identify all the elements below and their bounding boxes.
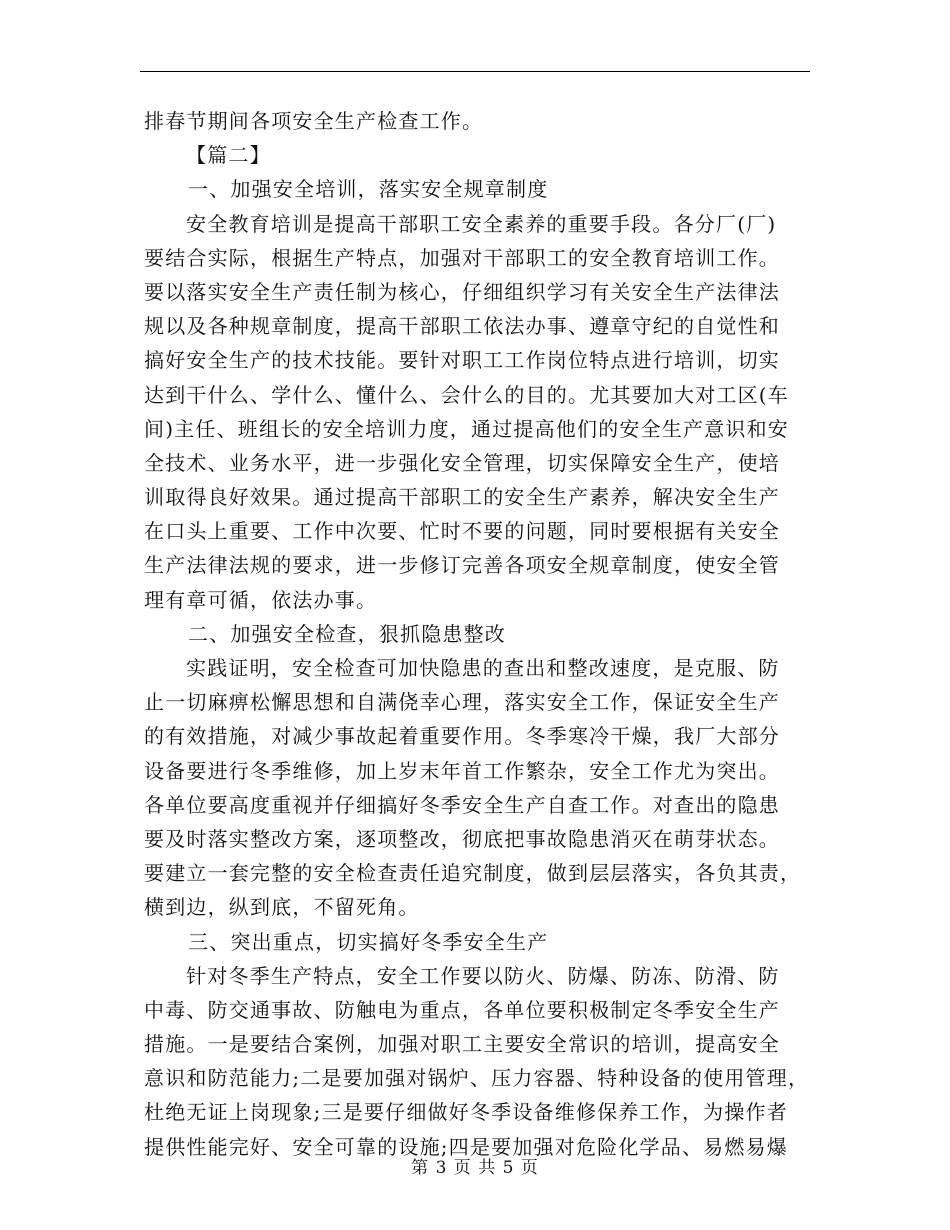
document-body (144, 104, 810, 1164)
text-line: 生产法律法规的要求，进一步修订完善各项安全规章制度，使安全管 (144, 553, 780, 578)
text-line: 规以及各种规章制度，提高干部职工依法办事、遵章守纪的自觉性和 (144, 314, 780, 339)
header-rule (140, 71, 810, 72)
text-line: 横到边，纵到底，不留死角。 (144, 895, 420, 920)
text-line: 要以落实安全生产责任制为核心，仔细组织学习有关安全生产法律法 (144, 279, 780, 304)
text-line: 设备要进行冬季维修，加上岁末年首工作繁杂，安全工作尤为突出。 (144, 758, 780, 783)
text-line: 实践证明，安全检查可加快隐患的查出和整改速度，是克服、防 (186, 656, 780, 680)
text-line: 杜绝无证上岗现象;三是要仔细做好冬季设备维修保养工作，为操作者 (144, 1100, 788, 1125)
text-line: 意识和防范能力;二是要加强对锅炉、压力容器、特种设备的使用管理， (144, 1066, 810, 1091)
text-line: 排春节期间各项安全生产检查工作。 (144, 109, 484, 133)
text-line: 的有效措施，对减少事故起着重要作用。冬季寒冷干燥，我厂大部分 (144, 724, 780, 749)
text-line: 要建立一套完整的安全检查责任追究制度，做到层层落实，各负其责， (144, 861, 802, 886)
text-line: 在口头上重要、工作中次要、忙时不要的问题，同时要根据有关安全 (144, 519, 780, 544)
chapter-title: 【篇二】 (186, 143, 271, 168)
text-line: 中毒、防交通事故、防触电为重点，各单位要积极制定冬季安全生产 (144, 997, 780, 1022)
section-heading: 一、加强安全培训，落实安全规章制度 (188, 177, 549, 202)
text-line: 针对冬季生产特点，安全工作要以防火、防爆、防冻、防滑、防 (186, 963, 780, 988)
text-line: 要及时落实整改方案，逐项整改，彻底把事故隐患消灭在萌芽状态。 (144, 826, 780, 851)
text-line: 搞好安全生产的技术技能。要针对职工工作岗位特点进行培训，切实 (144, 348, 780, 373)
text-line: 措施。一是要结合案例，加强对职工主要安全常识的培训，提高安全 (144, 1032, 780, 1057)
text-line: 间)主任、班组长的安全培训力度，通过提高他们的安全生产意识和安 (144, 416, 790, 441)
section-heading: 二、加强安全检查，狠抓隐患整改 (188, 621, 506, 646)
text-line: 安全教育培训是提高干部职工安全素养的重要手段。各分厂(厂) (186, 211, 777, 236)
text-line: 各单位要高度重视并仔细搞好冬季安全生产自查工作。对查出的隐患 (144, 792, 780, 817)
text-line: 全技术、业务水平，进一步强化安全管理，切实保障安全生产，使培 (144, 450, 780, 475)
text-line: 训取得良好效果。通过提高干部职工的安全生产素养，解决安全生产 (144, 485, 780, 510)
page-footer: 第 3 页 共 5 页 (411, 1158, 539, 1178)
text-line: 理有章可循，依法办事。 (144, 587, 378, 612)
text-line: 提供性能完好、安全可靠的设施;四是要加强对危险化学品、易燃易爆 (144, 1134, 788, 1159)
section-heading: 三、突出重点，切实搞好冬季安全生产 (188, 929, 549, 954)
text-line: 止一切麻痹松懈思想和自满侥幸心理，落实安全工作，保证安全生产 (144, 690, 780, 715)
text-line: 要结合实际，根据生产特点，加强对干部职工的安全教育培训工作。 (144, 245, 780, 270)
text-line: 达到干什么、学什么、懂什么、会什么的目的。尤其要加大对工区(车 (144, 382, 790, 407)
